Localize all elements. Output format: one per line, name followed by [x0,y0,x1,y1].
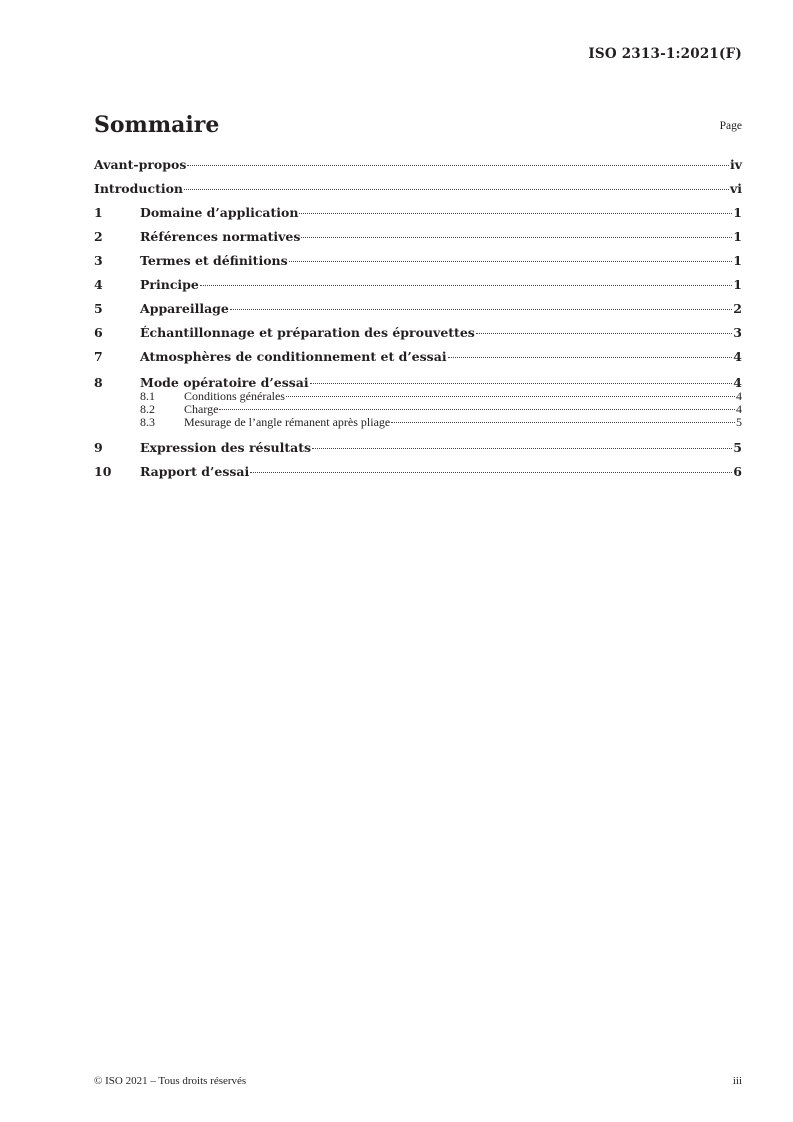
toc-entry-page: 4 [736,402,742,416]
toc-entry-page: 1 [733,277,742,292]
toc-entry-number: 6 [94,325,103,340]
toc-entry-number: 2 [94,229,103,244]
document-id: ISO 2313-1:2021(F) [588,46,742,62]
table-of-contents [94,155,742,486]
toc-entry-section-7[interactable] [94,347,742,371]
toc-entry-page: 4 [733,349,742,364]
toc-entry-title: Termes et définitions [140,253,288,268]
toc-entry-page: 5 [736,415,742,429]
toc-entry-page: 4 [736,389,742,403]
toc-entry-page: 6 [733,464,742,479]
toc-entry-title: Rapport d’essai [140,464,250,479]
toc-entry-section-5[interactable] [94,299,742,323]
copyright-notice: © ISO 2021 – Tous droits réservés [94,1075,247,1087]
toc-entry-page: 3 [733,325,742,340]
toc-entry-section-3[interactable] [94,251,742,275]
leader-dots [310,383,733,384]
toc-title: Sommaire [94,112,220,138]
toc-entry-title: Charge [184,402,219,416]
toc-entry-number: 8.2 [140,402,155,416]
toc-entry-page: 1 [733,253,742,268]
leader-dots [184,189,729,190]
leader-dots [476,333,732,334]
toc-entry-page: vi [729,181,742,196]
toc-entry-title: Atmosphères de conditionnement et d’essai [140,349,447,364]
toc-entry-section-6[interactable] [94,323,742,347]
toc-entry-title: Mesurage de l’angle rémanent après pliage [184,415,391,429]
leader-dots [301,237,732,238]
leader-dots [286,396,735,397]
toc-entry-number: 8.1 [140,389,155,403]
toc-entry-section-8[interactable] [94,375,742,390]
toc-entry-number: 1 [94,205,103,220]
toc-entry-page: iv [729,157,742,172]
leader-dots [200,285,732,286]
toc-entry-title: Principe [140,277,199,292]
toc-entry-number: 8.3 [140,415,155,429]
toc-entry-title: Conditions générales [184,389,285,403]
toc-entry-section-10[interactable] [94,462,742,486]
toc-entry-page: 5 [733,440,742,455]
leader-dots [289,261,733,262]
toc-entry-number: 7 [94,349,103,364]
leader-dots [219,409,735,410]
toc-entry-title: Appareillage [140,301,229,316]
toc-entry-title: Références normatives [140,229,301,244]
toc-entry-number: 5 [94,301,103,316]
leader-dots [299,213,732,214]
leader-dots [250,472,732,473]
toc-entry-section-9[interactable] [94,438,742,462]
toc-entry-page: 4 [733,375,742,390]
toc-entry-introduction[interactable] [94,179,742,203]
toc-entry-title: Introduction [94,181,184,196]
toc-entry-number: 8 [94,375,103,390]
toc-entry-number: 3 [94,253,103,268]
toc-entry-page: 1 [733,229,742,244]
page-number: iii [732,1075,742,1087]
toc-entry-page: 1 [733,205,742,220]
toc-entry-number: 4 [94,277,103,292]
leader-dots [187,165,729,166]
toc-entry-number: 10 [94,464,112,479]
leader-dots [312,448,732,449]
toc-entry-title: Domaine d’application [140,205,299,220]
toc-entry-section-8-3[interactable] [94,416,742,438]
toc-entry-title: Expression des résultats [140,440,312,455]
toc-entry-foreword[interactable] [94,155,742,179]
toc-entry-title: Mode opératoire d’essai [140,375,309,390]
toc-entry-section-4[interactable] [94,275,742,299]
toc-entry-page: 2 [733,301,742,316]
toc-entry-section-2[interactable] [94,227,742,251]
toc-entry-title: Échantillonnage et préparation des éprouvettes [140,325,475,340]
leader-dots [391,422,735,423]
toc-entry-number: 9 [94,440,103,455]
page-column-label: Page [719,120,742,132]
toc-entry-title: Avant-propos [94,157,187,172]
leader-dots [230,309,732,310]
leader-dots [448,357,733,358]
toc-entry-section-1[interactable] [94,203,742,227]
